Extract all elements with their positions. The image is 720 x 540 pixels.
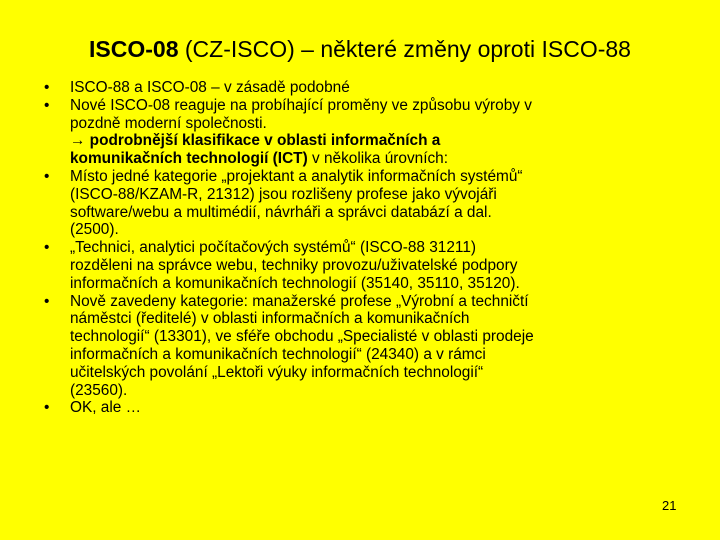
bullet-item-5 — [44, 293, 684, 400]
bullet-dot: • — [44, 292, 50, 310]
bullet-2-line-3: → podrobnější klasifikace v oblasti informačních a — [70, 132, 441, 150]
page-number: 21 — [662, 498, 677, 513]
slide-title — [0, 34, 720, 64]
bullet-dot: • — [44, 167, 50, 185]
bullet-item-2 — [44, 97, 684, 168]
bullet-2-line-2: pozdně moderní společnosti. — [70, 114, 267, 132]
title-rest-part: (CZ-ISCO) – některé změny oproti ISCO-88 — [178, 36, 631, 62]
bullet-2-line-4-bold: komunikačních technologií (ICT) — [70, 150, 308, 168]
title-bold-part: ISCO-08 — [89, 36, 179, 62]
bullet-5-line-1: Nově zavedeny kategorie: manažerské profese „Výrobní a techničtí — [70, 292, 529, 310]
bullet-item-4 — [44, 239, 684, 292]
bullet-item-6 — [44, 399, 684, 417]
bullet-4-line-1: „Technici, analytici počítačových systémů“ (ISCO-88 31211) — [70, 239, 477, 257]
bullet-dot: • — [44, 399, 50, 417]
bullet-6-line-1: OK, ale … — [70, 399, 141, 417]
bullet-5-line-3: technologií“ (13301), ve sféře obchodu „Specialisté v oblasti prodeje — [70, 328, 534, 346]
bullet-list — [44, 79, 684, 417]
bullet-5-line-6: (23560). — [70, 381, 128, 399]
bullet-item-1 — [44, 79, 684, 97]
bullet-dot: • — [44, 239, 50, 257]
bullet-2-line-1: Nové ISCO-08 reaguje na probíhající proměny ve způsobu výroby v — [70, 96, 532, 114]
bullet-3-line-2: (ISCO-88/KZAM-R, 21312) jsou rozlišeny profese jako vývojáři — [70, 185, 497, 203]
bullet-5-line-5: učitelských povolání „Lektoři výuky informačních technologií“ — [70, 363, 484, 381]
bullet-dot: • — [44, 79, 50, 96]
bullet-3-line-3: software/webu a multimédií, návrháři a správci databází a dal. — [70, 203, 492, 221]
bullet-3-line-1: Místo jedné kategorie „projektant a analytik informačních systémů“ — [70, 167, 523, 185]
bullet-4-line-2: rozděleni na správce webu, techniky provozu/uživatelské podpory — [70, 256, 518, 274]
bullet-dot: • — [44, 96, 50, 114]
bullet-2-line-4-rest: v několika úrovních: — [307, 150, 449, 168]
bullet-5-line-4: informačních a komunikačních technologií“ (24340) a v rámci — [70, 345, 486, 363]
bullet-item-3 — [44, 168, 684, 239]
bullet-2-line-4 — [70, 150, 684, 168]
bullet-1-line-1: ISCO-88 a ISCO-08 – v zásadě podobné — [70, 79, 350, 96]
bullet-4-line-3: informačních a komunikačních technologií (35140, 35110, 35120). — [70, 274, 520, 292]
bullet-5-line-2: náměstci (ředitelé) v oblasti informačních a komunikačních — [70, 310, 470, 328]
bullet-3-line-4: (2500). — [70, 221, 119, 239]
